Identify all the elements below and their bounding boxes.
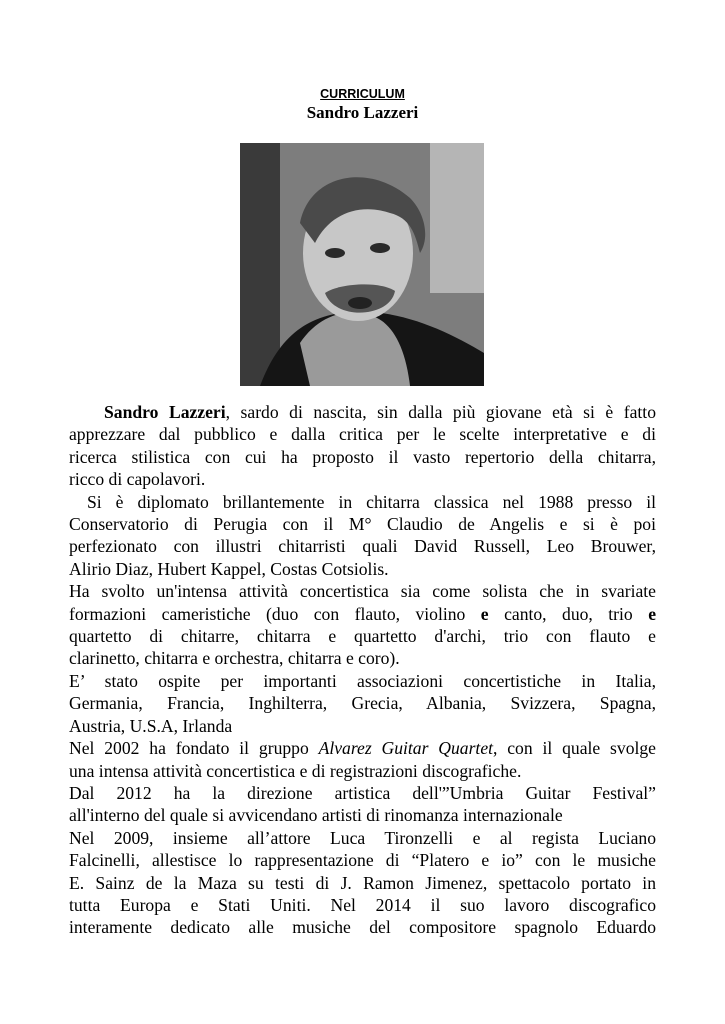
biography-text [69, 401, 656, 939]
text-line: Nel 2009, insieme all’attore Luca Tironzelli e al regista Luciano [69, 827, 656, 848]
text-line: Nel 2002 ha fondato il gruppo Alvarez Guitar Quartet, con il quale svolge [69, 738, 656, 759]
text-line: Ha svolto un'intensa attività concertistica sia come solista che in svariate [69, 581, 656, 602]
text-line: clarinetto, chitarra e orchestra, chitarra e coro). [69, 648, 400, 669]
text-line: Conservatorio di Perugia con il M° Claudio de Angelis e si è poi [69, 514, 656, 535]
text-line: tutta Europa e Stati Uniti. Nel 2014 il suo lavoro discografico [69, 894, 656, 915]
document-title: Sandro Lazzeri [306, 103, 419, 122]
text-line: formazioni cameristiche (duo con flauto, violino e canto, duo, trio e [69, 603, 656, 624]
text-line: Dal 2012 ha la direzione artistica dell'”Umbria Guitar Festival” [69, 782, 656, 803]
text-line: Germania, Francia, Inghilterra, Grecia, Albania, Svizzera, Spagna, [69, 693, 656, 714]
text-line: Si è diplomato brillantemente in chitarra classica nel 1988 presso il [87, 491, 656, 512]
text-line: interamente dedicato alle musiche del compositore spagnolo Eduardo [69, 917, 656, 938]
subject-name: Sandro Lazzeri [104, 402, 226, 422]
text-line: quartetto di chitarre, chitarra e quartetto d'archi, trio con flauto e [69, 626, 656, 647]
text-line: Alirio Diaz, Hubert Kappel, Costas Cotsiolis. [69, 558, 389, 579]
text-line: all'interno del quale si avvicendano artisti di rinomanza internazionale [69, 805, 563, 826]
text-line: E’ stato ospite per importanti associazioni concertistiche in Italia, [69, 670, 656, 691]
ensemble-name: Alvarez Guitar Quartet [318, 738, 494, 759]
portrait-photo [240, 143, 484, 386]
text-line: una intensa attività concertistica e di registrazioni discografiche. [69, 760, 522, 781]
text-line: Austria, U.S.A, Irlanda [69, 715, 233, 736]
text-line: ricco di capolavori. [69, 469, 206, 490]
text-line: ricerca stilistica con cui ha proposto il vasto repertorio della chitarra, [69, 446, 656, 467]
text-line: E. Sainz de la Maza su testi di J. Ramon Jimenez, spettacolo portato in [69, 872, 656, 893]
text-line: Sandro Lazzeri, sardo di nascita, sin dalla più giovane età si è fatto [104, 402, 656, 422]
document-heading: CURRICULUM [320, 87, 405, 101]
text-line: apprezzare dal pubblico e dalla critica per le scelte interpretative e di [69, 424, 656, 445]
text-line: Falcinelli, allestisce lo rappresentazione di “Platero e io” con le musiche [69, 850, 656, 871]
text-line: perfezionato con illustri chitarristi quali David Russell, Leo Brouwer, [69, 536, 656, 557]
